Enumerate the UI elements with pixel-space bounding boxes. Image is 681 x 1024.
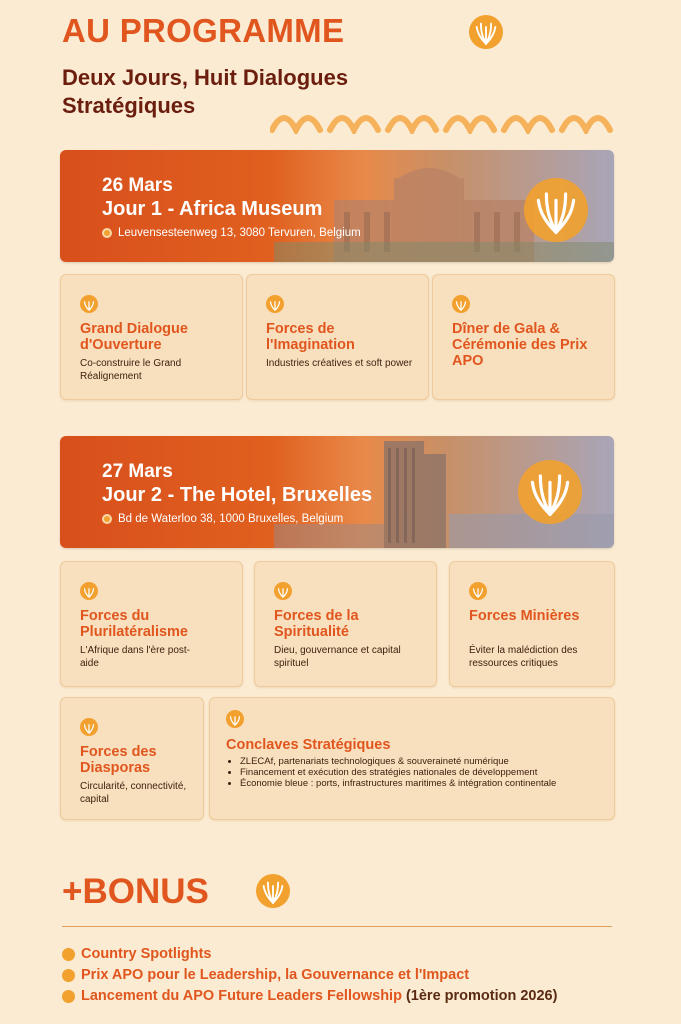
day2-address: Bd de Waterloo 38, 1000 Bruxelles, Belgium bbox=[118, 513, 344, 525]
session-card bbox=[432, 274, 615, 400]
location-pin-icon bbox=[102, 514, 112, 524]
session-card bbox=[60, 697, 204, 820]
day1-title: Jour 1 - Africa Museum bbox=[102, 198, 323, 220]
apo-leaf-bullet-icon bbox=[62, 969, 75, 982]
session-title: Forces de la Spiritualité bbox=[274, 608, 359, 640]
apo-leaf-logo-icon bbox=[469, 15, 503, 49]
session-title: Grand Dialogue d'Ouverture bbox=[80, 321, 188, 353]
conclaves-title: Conclaves Stratégiques bbox=[226, 737, 391, 753]
apo-leaf-logo-icon bbox=[518, 460, 582, 524]
session-card bbox=[60, 561, 243, 687]
page-subtitle: Deux Jours, Huit Dialogues Stratégiques bbox=[62, 65, 349, 118]
conclaves-list bbox=[227, 756, 625, 789]
session-title: Forces des Diasporas bbox=[80, 744, 157, 776]
apo-leaf-bullet-icon bbox=[62, 990, 75, 1003]
session-title: Forces de l'Imagination bbox=[266, 321, 355, 353]
list-item: • Économie bleue : ports, infrastructures maritimes & intégration continentale bbox=[240, 778, 625, 789]
divider bbox=[62, 926, 612, 927]
session-card bbox=[449, 561, 615, 687]
session-description: Industries créatives et soft power bbox=[266, 358, 413, 369]
list-item: • ZLECAf, partenariats technologiques & souveraineté numérique bbox=[240, 756, 625, 767]
apo-leaf-logo-icon bbox=[256, 874, 290, 908]
session-title: Forces du Plurilatéralisme bbox=[80, 608, 188, 640]
day1-address: Leuvensesteenweg 13, 3080 Tervuren, Belgium bbox=[118, 227, 361, 239]
apo-leaf-bullet-icon bbox=[274, 582, 292, 600]
decorative-pattern bbox=[270, 100, 615, 134]
session-description: Circularité, connectivité, capital bbox=[80, 781, 187, 805]
bonus-item-extra: (1ère promotion 2026) bbox=[401, 988, 558, 1004]
apo-leaf-bullet-icon bbox=[266, 295, 284, 313]
session-description: Co-construire le Grand Réalignement bbox=[80, 358, 182, 382]
bonus-item-text: Country Spotlights bbox=[81, 946, 212, 962]
session-title: Dîner de Gala & Cérémonie des Prix APO bbox=[452, 321, 588, 369]
bonus-item bbox=[62, 946, 212, 962]
apo-leaf-bullet-icon bbox=[469, 582, 487, 600]
bonus-item-text: Lancement du APO Future Leaders Fellowship bbox=[81, 988, 402, 1004]
page-title: AU PROGRAMME bbox=[62, 12, 345, 49]
day1-date: 26 Mars bbox=[102, 175, 173, 196]
bonus-title: +BONUS bbox=[62, 872, 209, 911]
apo-leaf-bullet-icon bbox=[62, 948, 75, 961]
apo-leaf-bullet-icon bbox=[80, 295, 98, 313]
bonus-item bbox=[62, 988, 557, 1004]
session-title: Forces Minières bbox=[469, 608, 580, 624]
session-description: Dieu, gouvernance et capital spirituel bbox=[274, 645, 401, 669]
day2-banner bbox=[60, 436, 614, 548]
bonus-item-text: Prix APO pour le Leadership, la Gouvernance et l'Impact bbox=[81, 967, 470, 983]
session-description: Éviter la malédiction des ressources critiques bbox=[469, 645, 578, 669]
apo-leaf-logo-icon bbox=[524, 178, 588, 242]
day2-address-row bbox=[102, 513, 343, 525]
day2-title: Jour 2 - The Hotel, Bruxelles bbox=[102, 484, 373, 506]
session-card bbox=[246, 274, 429, 400]
day1-address-row bbox=[102, 227, 361, 239]
day2-date: 27 Mars bbox=[102, 461, 173, 482]
day1-banner bbox=[60, 150, 614, 262]
list-item: • Financement et exécution des stratégies nationales de développement bbox=[240, 767, 625, 778]
apo-leaf-bullet-icon bbox=[80, 582, 98, 600]
apo-leaf-bullet-icon bbox=[226, 710, 244, 728]
bonus-item bbox=[62, 967, 469, 983]
session-card bbox=[60, 274, 243, 400]
session-card bbox=[254, 561, 437, 687]
session-description: L'Afrique dans l'ère post-aide bbox=[80, 645, 190, 669]
apo-leaf-bullet-icon bbox=[452, 295, 470, 313]
conclaves-card bbox=[209, 697, 615, 820]
apo-leaf-bullet-icon bbox=[80, 718, 98, 736]
location-pin-icon bbox=[102, 228, 112, 238]
